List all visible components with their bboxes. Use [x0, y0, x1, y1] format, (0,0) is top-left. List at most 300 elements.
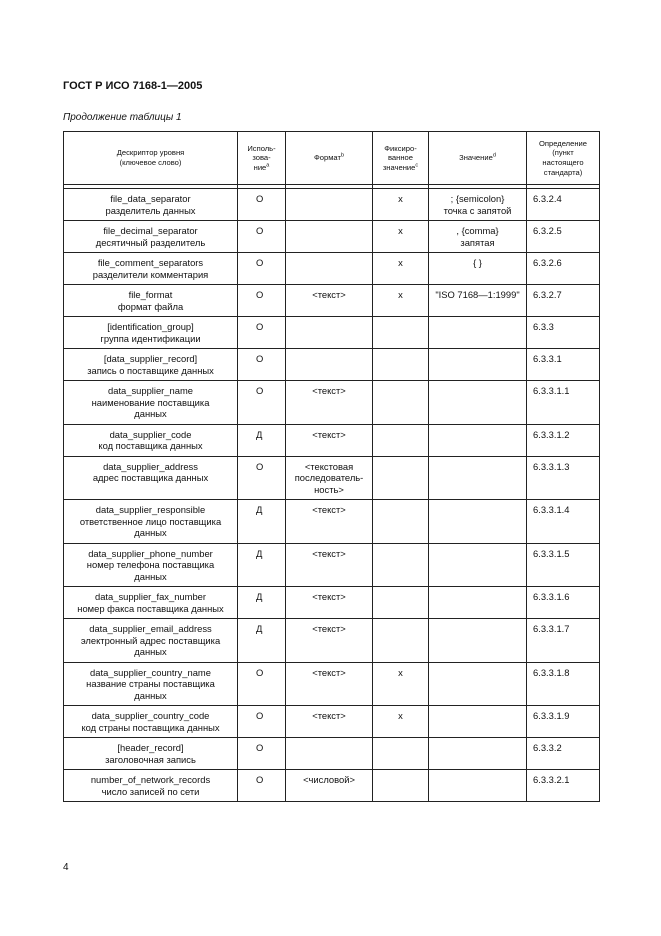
descriptor-cell-line: код страны поставщика данных	[81, 721, 220, 733]
document-title: ГОСТ Р ИСО 7168-1—2005	[63, 80, 203, 92]
table-row	[64, 706, 600, 738]
descriptor-table	[63, 131, 600, 802]
value-cell-content	[429, 706, 526, 714]
fixed-value-cell-content	[373, 381, 428, 389]
descriptor-cell-line: код поставщика данных	[98, 440, 203, 451]
header-text: стандарта)	[543, 167, 583, 177]
descriptor-cell-line: данных	[134, 646, 167, 657]
header-text: (ключевое слово)	[119, 158, 182, 167]
format-cell	[286, 253, 373, 285]
usage-cell-content: О	[256, 774, 264, 785]
descriptor-cell	[64, 253, 238, 285]
format-cell-line: последователь-	[294, 472, 364, 483]
table-row	[64, 587, 600, 619]
usage-cell-content: О	[256, 385, 264, 396]
header-text-line	[527, 158, 599, 168]
definition-cell-content: 6.3.3.2	[533, 742, 562, 753]
value-cell-content	[429, 285, 526, 305]
usage-cell	[238, 456, 286, 500]
fixed-value-cell	[373, 424, 429, 456]
fixed-value-cell-content	[373, 544, 428, 552]
fixed-value-cell	[373, 189, 429, 221]
usage-cell	[238, 662, 286, 706]
value-cell-content	[429, 619, 526, 627]
usage-cell-content: Д	[256, 428, 263, 440]
fixed-value-cell-content	[373, 770, 428, 778]
descriptor-cell-line: number_of_network_records	[90, 774, 211, 785]
format-cell	[286, 770, 373, 802]
value-cell-line: "ISO 7168—1:1999"	[435, 289, 520, 300]
header-text-line	[373, 163, 428, 173]
footnote-marker: b	[340, 152, 345, 159]
header-text-line	[238, 144, 285, 154]
descriptor-cell	[64, 189, 238, 221]
table-row	[64, 381, 600, 425]
value-cell-content	[429, 544, 526, 552]
page-number: 4	[63, 862, 69, 873]
table-row	[64, 285, 600, 317]
format-cell	[286, 285, 373, 317]
definition-cell	[527, 381, 600, 425]
value-cell	[429, 738, 527, 770]
usage-cell	[238, 189, 286, 221]
value-cell	[429, 706, 527, 738]
fixed-value-cell	[373, 500, 429, 544]
usage-cell	[238, 706, 286, 738]
table-row	[64, 738, 600, 770]
fixed-value-cell-content: x	[398, 666, 403, 678]
format-cell-line: <текст>	[312, 504, 346, 515]
usage-cell	[238, 587, 286, 619]
column-header-definition	[527, 132, 600, 185]
fixed-value-cell	[373, 619, 429, 663]
definition-cell	[527, 349, 600, 381]
value-cell	[429, 770, 527, 802]
descriptor-cell-content	[64, 457, 237, 488]
definition-cell	[527, 253, 600, 285]
format-cell-content	[286, 425, 372, 445]
format-cell-line: ность>	[314, 483, 344, 495]
descriptor-cell	[64, 587, 238, 619]
descriptor-cell-line: данных	[134, 527, 167, 538]
header-text-line	[286, 153, 372, 163]
descriptor-cell	[64, 662, 238, 706]
table-row	[64, 500, 600, 544]
descriptor-cell	[64, 500, 238, 544]
table-header-row	[64, 132, 600, 185]
format-cell-line: <числовой>	[303, 774, 355, 785]
format-cell-content	[286, 500, 372, 520]
fixed-value-cell	[373, 662, 429, 706]
usage-cell-content: О	[256, 742, 264, 753]
value-cell-content	[429, 253, 526, 273]
usage-cell	[238, 253, 286, 285]
format-cell-content	[286, 587, 372, 607]
usage-cell-content: О	[256, 193, 264, 204]
definition-cell-content: 6.3.3.2.1	[533, 774, 570, 785]
value-cell-content	[429, 500, 526, 508]
definition-cell	[527, 738, 600, 770]
descriptor-cell-content	[64, 500, 237, 543]
header-text-line	[373, 153, 428, 163]
definition-cell-content: 6.3.2.7	[533, 289, 562, 300]
format-cell	[286, 587, 373, 619]
definition-cell-content: 6.3.3.1.1	[533, 385, 570, 396]
format-cell-content	[286, 544, 372, 564]
header-text: (пункт	[552, 148, 574, 158]
descriptor-cell-content	[64, 544, 237, 587]
format-cell-line: <текст>	[312, 666, 346, 678]
fixed-value-cell	[373, 706, 429, 738]
usage-cell-content: О	[256, 321, 264, 332]
value-cell	[429, 456, 527, 500]
format-cell	[286, 317, 373, 349]
usage-cell	[238, 619, 286, 663]
descriptor-cell-line: запись о поставщике данных	[87, 364, 214, 376]
descriptor-cell-line: data_supplier_code	[109, 428, 192, 440]
table-row	[64, 317, 600, 349]
format-cell	[286, 706, 373, 738]
fixed-value-cell-content	[373, 738, 428, 746]
descriptor-cell-content	[64, 619, 237, 662]
descriptor-cell-line: название страны поставщика	[86, 678, 215, 689]
table-row	[64, 619, 600, 663]
format-cell-content	[286, 221, 372, 229]
usage-cell	[238, 349, 286, 381]
descriptor-cell-line: электронный адрес поставщика	[80, 634, 221, 646]
format-cell	[286, 349, 373, 381]
descriptor-cell-line: номер факса поставщика данных	[77, 602, 224, 614]
definition-cell	[527, 619, 600, 663]
format-cell	[286, 500, 373, 544]
value-cell	[429, 543, 527, 587]
descriptor-cell-content	[64, 770, 237, 801]
definition-cell-content: 6.3.2.5	[533, 225, 562, 236]
definition-cell-content: 6.3.2.6	[533, 257, 562, 268]
footnote-marker: c	[415, 162, 419, 169]
format-cell	[286, 381, 373, 425]
column-header-fixed-value	[373, 132, 429, 185]
table-row	[64, 770, 600, 802]
format-cell-content	[286, 285, 372, 305]
descriptor-cell-line: данных	[134, 408, 167, 419]
descriptor-cell	[64, 221, 238, 253]
fixed-value-cell-content	[373, 587, 428, 595]
format-cell-content	[286, 317, 372, 325]
value-cell	[429, 285, 527, 317]
definition-cell-content: 6.3.3.1.5	[533, 547, 570, 559]
table-row	[64, 543, 600, 587]
table-row	[64, 456, 600, 500]
fixed-value-cell-content	[373, 425, 428, 433]
header-text-line	[527, 139, 599, 149]
usage-cell-content: Д	[256, 547, 263, 559]
format-cell-content	[286, 663, 372, 683]
usage-cell	[238, 221, 286, 253]
value-cell-line: ; {semicolon}	[450, 193, 505, 204]
format-cell-line: <текст>	[312, 428, 346, 440]
header-text: ванное	[387, 153, 413, 163]
descriptor-cell-content	[64, 349, 237, 380]
header-text: Исполь-	[247, 143, 276, 153]
value-cell-content	[429, 189, 526, 220]
table-row	[64, 662, 600, 706]
descriptor-cell-line: data_supplier_country_name	[90, 666, 211, 678]
fixed-value-cell	[373, 221, 429, 253]
fixed-value-cell	[373, 381, 429, 425]
descriptor-cell-line: file_decimal_separator	[103, 225, 198, 236]
usage-cell-content: Д	[256, 504, 263, 515]
format-cell-content	[286, 706, 372, 726]
fixed-value-cell-content: x	[398, 257, 403, 268]
table-row	[64, 189, 600, 221]
value-cell-content	[429, 587, 526, 595]
definition-cell	[527, 285, 600, 317]
definition-cell-content: 6.3.3.1.9	[533, 710, 570, 721]
value-cell	[429, 424, 527, 456]
header-text-line	[527, 148, 599, 158]
value-cell	[429, 381, 527, 425]
usage-cell-content: О	[256, 225, 264, 236]
column-header-format	[286, 132, 373, 185]
footnote-marker: d	[492, 152, 496, 159]
usage-cell	[238, 500, 286, 544]
definition-cell	[527, 424, 600, 456]
fixed-value-cell-content: x	[398, 289, 403, 300]
descriptor-cell-content	[64, 317, 237, 348]
format-cell-content	[286, 349, 372, 357]
value-cell-content	[429, 738, 526, 746]
header-text-line	[64, 158, 237, 168]
table-row	[64, 221, 600, 253]
usage-cell	[238, 381, 286, 425]
value-cell	[429, 619, 527, 663]
format-cell-content	[286, 457, 372, 500]
header-text-line	[527, 168, 599, 178]
fixed-value-cell	[373, 770, 429, 802]
table-caption: Продолжение таблицы 1	[63, 112, 182, 123]
descriptor-cell	[64, 738, 238, 770]
value-cell-line: { }	[473, 257, 482, 268]
format-cell	[286, 189, 373, 221]
descriptor-cell-content	[64, 189, 237, 220]
usage-cell	[238, 317, 286, 349]
descriptor-cell-line: ответственное лицо поставщика	[79, 515, 222, 527]
usage-cell-content: О	[256, 710, 264, 721]
definition-cell-content: 6.3.3.1.8	[533, 666, 570, 678]
definition-cell-content: 6.3.3.1.6	[533, 591, 570, 602]
value-cell	[429, 253, 527, 285]
definition-cell-content: 6.3.2.4	[533, 193, 562, 204]
descriptor-cell-content	[64, 425, 237, 456]
fixed-value-cell-content	[373, 349, 428, 357]
format-cell-line: <текст>	[312, 289, 346, 300]
descriptor-cell-line: данных	[134, 689, 167, 701]
header-text: Фиксиро-	[384, 143, 417, 153]
value-cell-content	[429, 221, 526, 252]
format-cell-line: <текст>	[312, 547, 346, 559]
definition-cell-content: 6.3.3.1.4	[533, 504, 570, 515]
usage-cell	[238, 543, 286, 587]
descriptor-cell-content	[64, 253, 237, 284]
descriptor-cell	[64, 770, 238, 802]
descriptor-cell-line: data_supplier_phone_number	[88, 547, 213, 559]
definition-cell	[527, 706, 600, 738]
header-text: ние	[253, 162, 267, 172]
definition-cell	[527, 543, 600, 587]
descriptor-cell-line: [data_supplier_record]	[103, 353, 198, 364]
descriptor-cell-line: наименование поставщика	[91, 396, 210, 408]
descriptor-cell-line: адрес поставщика данных	[92, 472, 209, 483]
fixed-value-cell-content: x	[398, 710, 403, 721]
descriptor-cell-content	[64, 285, 237, 316]
column-header-descriptor	[64, 132, 238, 185]
descriptor-cell	[64, 349, 238, 381]
format-cell	[286, 221, 373, 253]
descriptor-cell-content	[64, 381, 237, 424]
definition-cell	[527, 221, 600, 253]
header-text-line	[64, 148, 237, 158]
usage-cell-content: О	[256, 353, 264, 364]
value-cell-content	[429, 381, 526, 389]
table-row	[64, 253, 600, 285]
descriptor-cell-line: file_data_separator	[110, 193, 191, 204]
format-cell-content	[286, 189, 372, 197]
descriptor-cell-line: заголовочная запись	[105, 753, 196, 765]
format-cell-line: <текст>	[312, 591, 346, 602]
value-cell	[429, 349, 527, 381]
value-cell-content	[429, 457, 526, 465]
value-cell	[429, 317, 527, 349]
descriptor-cell-content	[64, 663, 237, 706]
descriptor-cell-line: file_comment_separators	[97, 257, 204, 268]
format-cell	[286, 424, 373, 456]
header-text-line	[373, 144, 428, 154]
footnote-marker: a	[266, 162, 270, 169]
value-cell	[429, 500, 527, 544]
value-cell	[429, 221, 527, 253]
descriptor-cell-content	[64, 587, 237, 618]
value-cell-content	[429, 349, 526, 357]
usage-cell	[238, 285, 286, 317]
descriptor-cell-line: десятичный разделитель	[95, 236, 206, 248]
usage-cell	[238, 738, 286, 770]
descriptor-cell-line: данных	[134, 570, 167, 582]
definition-cell-content: 6.3.3.1.2	[533, 428, 570, 440]
table-row	[64, 349, 600, 381]
descriptor-cell-line: [identification_group]	[107, 321, 194, 332]
value-cell	[429, 189, 527, 221]
descriptor-cell-content	[64, 221, 237, 252]
format-cell-content	[286, 381, 372, 401]
header-text: настоящего	[542, 158, 584, 167]
fixed-value-cell-content: x	[398, 225, 403, 236]
descriptor-cell-line: [header_record]	[117, 742, 184, 753]
definition-cell-content: 6.3.3.1.7	[533, 623, 570, 634]
header-text: значение	[382, 162, 416, 172]
value-cell	[429, 662, 527, 706]
definition-cell	[527, 317, 600, 349]
descriptor-cell-line: file_format	[128, 289, 173, 300]
header-text: Дескриптор уровня	[116, 148, 185, 158]
definition-cell	[527, 662, 600, 706]
descriptor-cell	[64, 381, 238, 425]
fixed-value-cell	[373, 285, 429, 317]
fixed-value-cell	[373, 317, 429, 349]
definition-cell-content: 6.3.3.1	[533, 353, 562, 364]
value-cell-content	[429, 663, 526, 671]
format-cell-content	[286, 738, 372, 746]
definition-cell	[527, 189, 600, 221]
header-text-line	[429, 153, 526, 163]
descriptor-cell-line: номер телефона поставщика	[86, 559, 215, 570]
fixed-value-cell	[373, 587, 429, 619]
table-row	[64, 424, 600, 456]
definition-cell	[527, 770, 600, 802]
descriptor-cell	[64, 285, 238, 317]
definition-cell	[527, 587, 600, 619]
descriptor-cell-content	[64, 738, 237, 769]
header-text: Значение	[459, 153, 493, 163]
descriptor-cell	[64, 456, 238, 500]
header-text: зова-	[252, 153, 271, 163]
descriptor-cell-line: data_supplier_email_address	[89, 623, 212, 634]
format-cell-content	[286, 619, 372, 639]
header-text: Формат	[313, 153, 341, 163]
descriptor-cell-line: data_supplier_name	[108, 385, 193, 396]
value-cell-content	[429, 770, 526, 778]
descriptor-cell-line: разделители комментария	[92, 268, 209, 280]
format-cell-line: <текстовая	[304, 460, 354, 472]
format-cell	[286, 456, 373, 500]
format-cell-line: <текст>	[312, 623, 346, 634]
header-text: Определение	[538, 138, 587, 148]
definition-cell-content: 6.3.3	[533, 321, 554, 332]
value-cell-line: запятая	[460, 236, 495, 248]
descriptor-cell	[64, 543, 238, 587]
fixed-value-cell-content: x	[398, 193, 403, 204]
column-header-usage	[238, 132, 286, 185]
fixed-value-cell-content	[373, 317, 428, 325]
fixed-value-cell	[373, 456, 429, 500]
descriptor-cell-content	[64, 706, 237, 737]
format-cell-line: <текст>	[312, 385, 346, 396]
header-text-line	[238, 163, 285, 173]
descriptor-cell-line: data_supplier_country_code	[91, 710, 210, 721]
format-cell	[286, 738, 373, 770]
format-cell-content	[286, 770, 372, 790]
format-cell-content	[286, 253, 372, 261]
descriptor-cell	[64, 706, 238, 738]
usage-cell-content: О	[256, 257, 264, 268]
fixed-value-cell-content	[373, 457, 428, 465]
definition-cell	[527, 500, 600, 544]
header-text-line	[238, 153, 285, 163]
descriptor-cell	[64, 317, 238, 349]
descriptor-cell	[64, 424, 238, 456]
fixed-value-cell	[373, 349, 429, 381]
descriptor-cell-line: разделитель данных	[105, 204, 196, 216]
value-cell	[429, 587, 527, 619]
usage-cell-content: Д	[256, 623, 263, 634]
usage-cell	[238, 424, 286, 456]
column-header-value	[429, 132, 527, 185]
definition-cell-content: 6.3.3.1.3	[533, 460, 570, 472]
fixed-value-cell	[373, 253, 429, 285]
usage-cell-content: О	[256, 289, 264, 300]
value-cell-content	[429, 425, 526, 433]
descriptor-cell-line: data_supplier_responsible	[95, 504, 206, 515]
